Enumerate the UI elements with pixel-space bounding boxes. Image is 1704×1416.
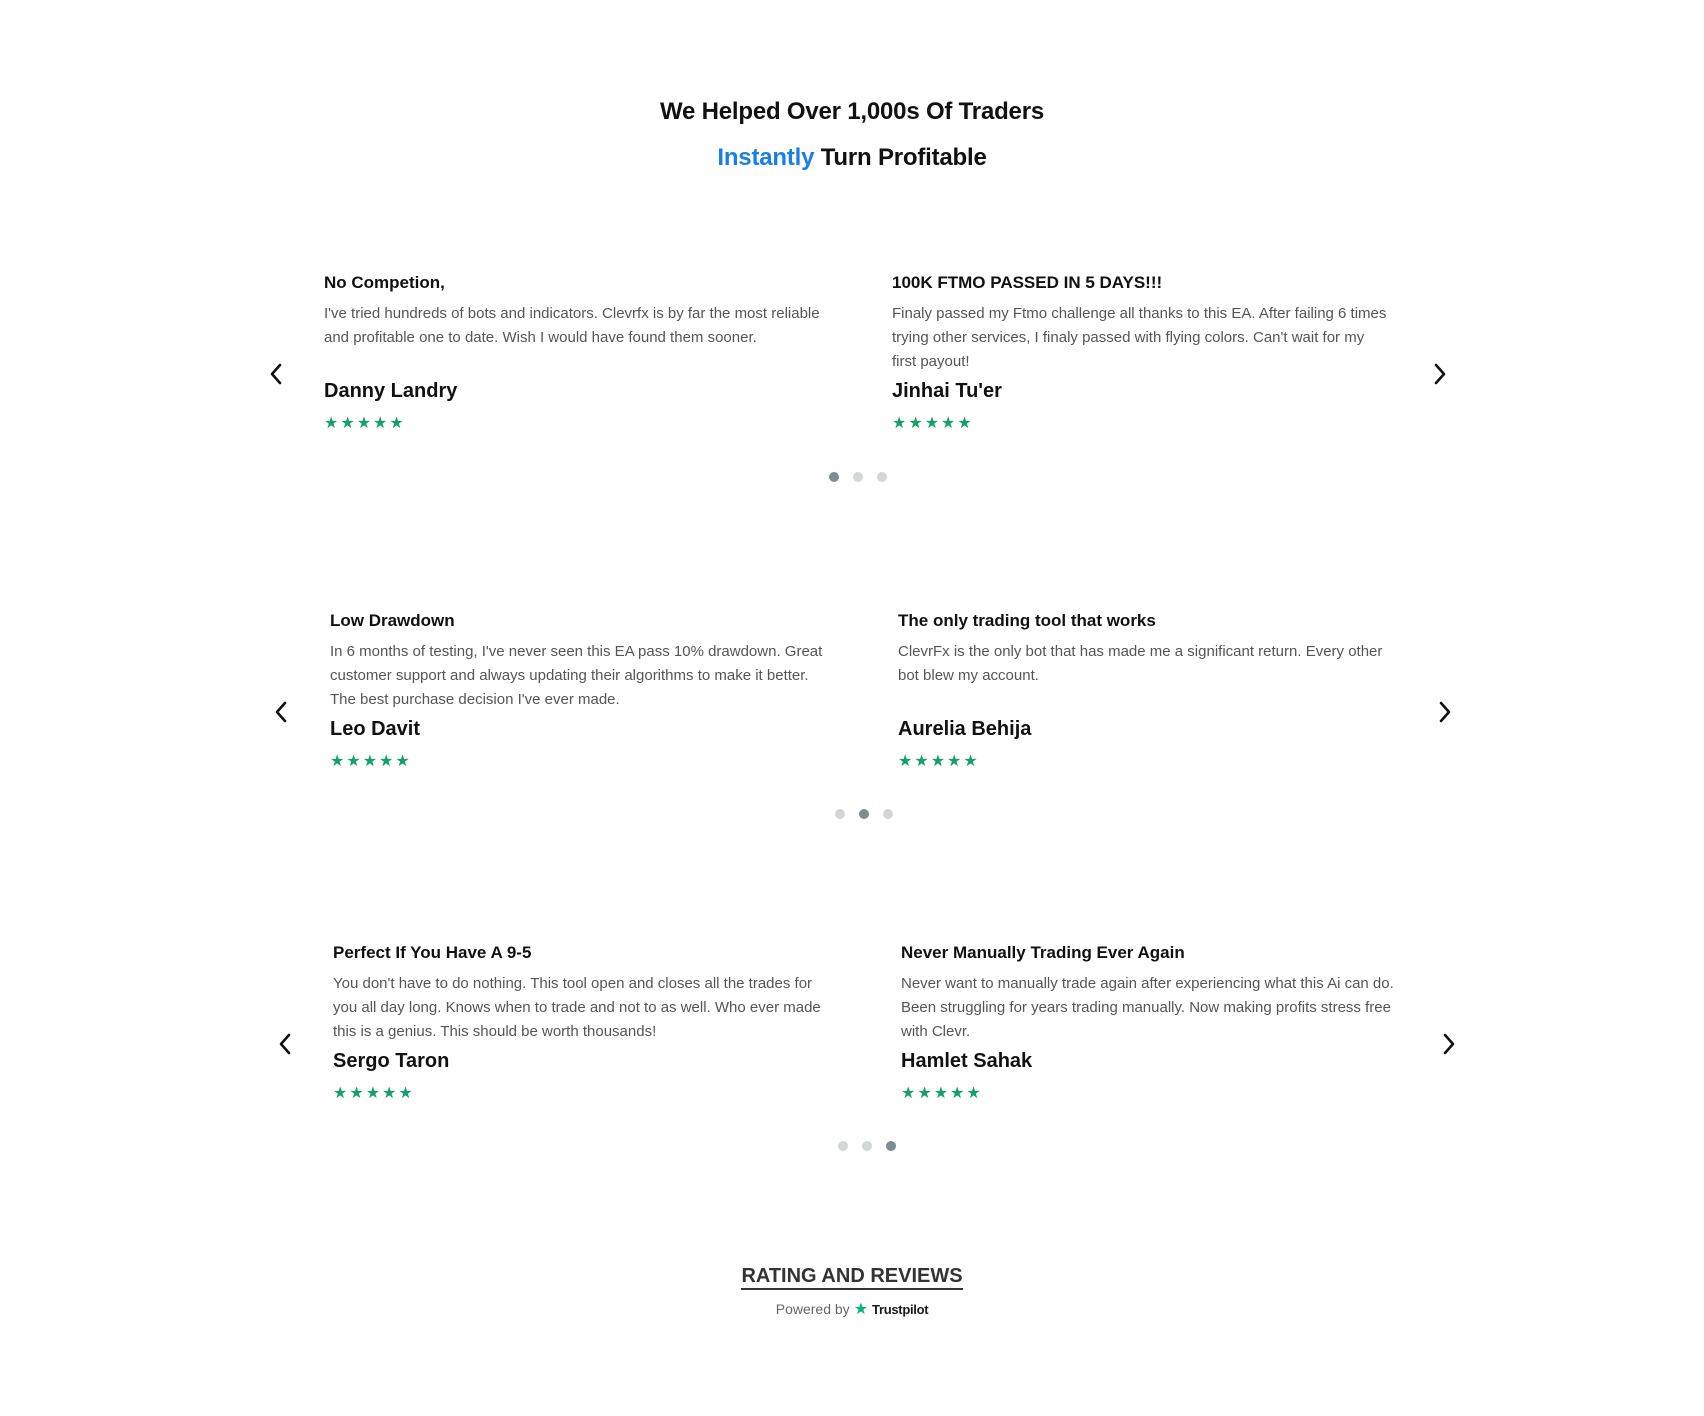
hero-line1-text: We Helped Over 1,000s Of Traders [659, 98, 1044, 125]
review-author: Aurelia Behija [898, 718, 1032, 740]
slider-3-next-button[interactable] [1434, 1029, 1464, 1059]
review-title: No Competion, [324, 273, 445, 292]
review-card [330, 610, 830, 770]
rating-and-reviews-link[interactable]: RATING AND REVIEWS [741, 1265, 962, 1290]
review-card [892, 272, 1392, 432]
slider-2-pagination [835, 809, 893, 819]
slider-1-next-button[interactable] [1425, 359, 1455, 389]
pagination-dot-1[interactable] [829, 472, 839, 482]
pagination-dot-3[interactable] [877, 472, 887, 482]
review-body: You don't have to do nothing. This tool open and closes all the trades for you all day long. Knows when to trade and not to as well. Who ever made this is a genius. This should be worth thousands! [333, 975, 821, 1040]
slider-2-prev-button[interactable] [266, 697, 296, 727]
review-body: I've tried hundreds of bots and indicators. Clevrfx is by far the most reliable and profitable one to date. Wish I would have found them sooner. [324, 305, 820, 346]
testimonial-slider-2 [0, 600, 1704, 860]
pagination-dot-3[interactable] [883, 809, 893, 819]
review-body: Finaly passed my Ftmo challenge all thanks to this EA. After failing 6 times trying other services, I finaly passed with flying colors. Can't wait for my first payout! [892, 305, 1387, 370]
pagination-dot-2[interactable] [862, 1141, 872, 1151]
review-author: Leo Davit [330, 718, 421, 740]
review-body: In 6 months of testing, I've never seen this EA pass 10% drawdown. Great customer support and always updating their algorithms to make it better. The best purchase decision I've ever made. [330, 643, 823, 708]
review-author: Sergo Taron [333, 1050, 450, 1072]
review-title: Low Drawdown [330, 611, 455, 630]
review-title: The only trading tool that works [898, 611, 1156, 630]
review-author: Danny Landry [324, 380, 458, 402]
pagination-dot-3[interactable] [886, 1141, 896, 1151]
trustpilot-star-icon: ★ [853, 1301, 869, 1318]
chevron-left-icon [278, 1032, 292, 1056]
review-title: Perfect If You Have A 9-5 [333, 943, 532, 962]
powered-by-label: Powered by [775, 1301, 850, 1317]
review-card [901, 942, 1401, 1102]
star-icon: ★★★★★ [898, 753, 980, 770]
chevron-right-icon [1438, 700, 1452, 724]
testimonial-slider-1 [0, 262, 1704, 522]
slider-3-prev-button[interactable] [270, 1029, 300, 1059]
hero-heading-line1 [0, 98, 1704, 126]
review-author: Hamlet Sahak [901, 1050, 1033, 1072]
trustpilot-brand: Trustpilot [872, 1301, 929, 1317]
chevron-left-icon [274, 700, 288, 724]
pagination-dot-2[interactable] [853, 472, 863, 482]
star-icon: ★★★★★ [901, 1085, 983, 1102]
review-body: Never want to manually trade again after experiencing what this Ai can do. Been struggling for years trading manually. Now making profits stress free with Clevr. [901, 975, 1394, 1040]
hero-heading-line2 [0, 144, 1704, 172]
hero-line2-text: Turn Profitable [814, 144, 987, 171]
rating-and-reviews-heading [0, 1265, 1704, 1288]
chevron-right-icon [1433, 362, 1447, 386]
star-icon: ★★★★★ [330, 753, 412, 770]
hero-accent-text: Instantly [717, 144, 815, 171]
slider-3-pagination [838, 1141, 896, 1151]
pagination-dot-1[interactable] [835, 809, 845, 819]
slider-1-prev-button[interactable] [261, 359, 291, 389]
star-icon: ★★★★★ [333, 1085, 415, 1102]
pagination-dot-1[interactable] [838, 1141, 848, 1151]
slider-1-pagination [829, 472, 887, 482]
star-icon: ★★★★★ [324, 415, 406, 432]
powered-by-trustpilot[interactable] [0, 1299, 1704, 1319]
review-title: 100K FTMO PASSED IN 5 DAYS!!! [892, 273, 1163, 292]
review-card [324, 272, 824, 432]
pagination-dot-2[interactable] [859, 809, 869, 819]
chevron-left-icon [269, 362, 283, 386]
review-title: Never Manually Trading Ever Again [901, 943, 1185, 962]
review-author: Jinhai Tu'er [892, 380, 1002, 402]
review-card [898, 610, 1398, 770]
testimonial-slider-3 [0, 932, 1704, 1192]
chevron-right-icon [1442, 1032, 1456, 1056]
star-icon: ★★★★★ [892, 415, 974, 432]
review-card [333, 942, 833, 1102]
review-body: ClevrFx is the only bot that has made me a significant return. Every other bot blew my account. [898, 643, 1383, 684]
slider-2-next-button[interactable] [1430, 697, 1460, 727]
